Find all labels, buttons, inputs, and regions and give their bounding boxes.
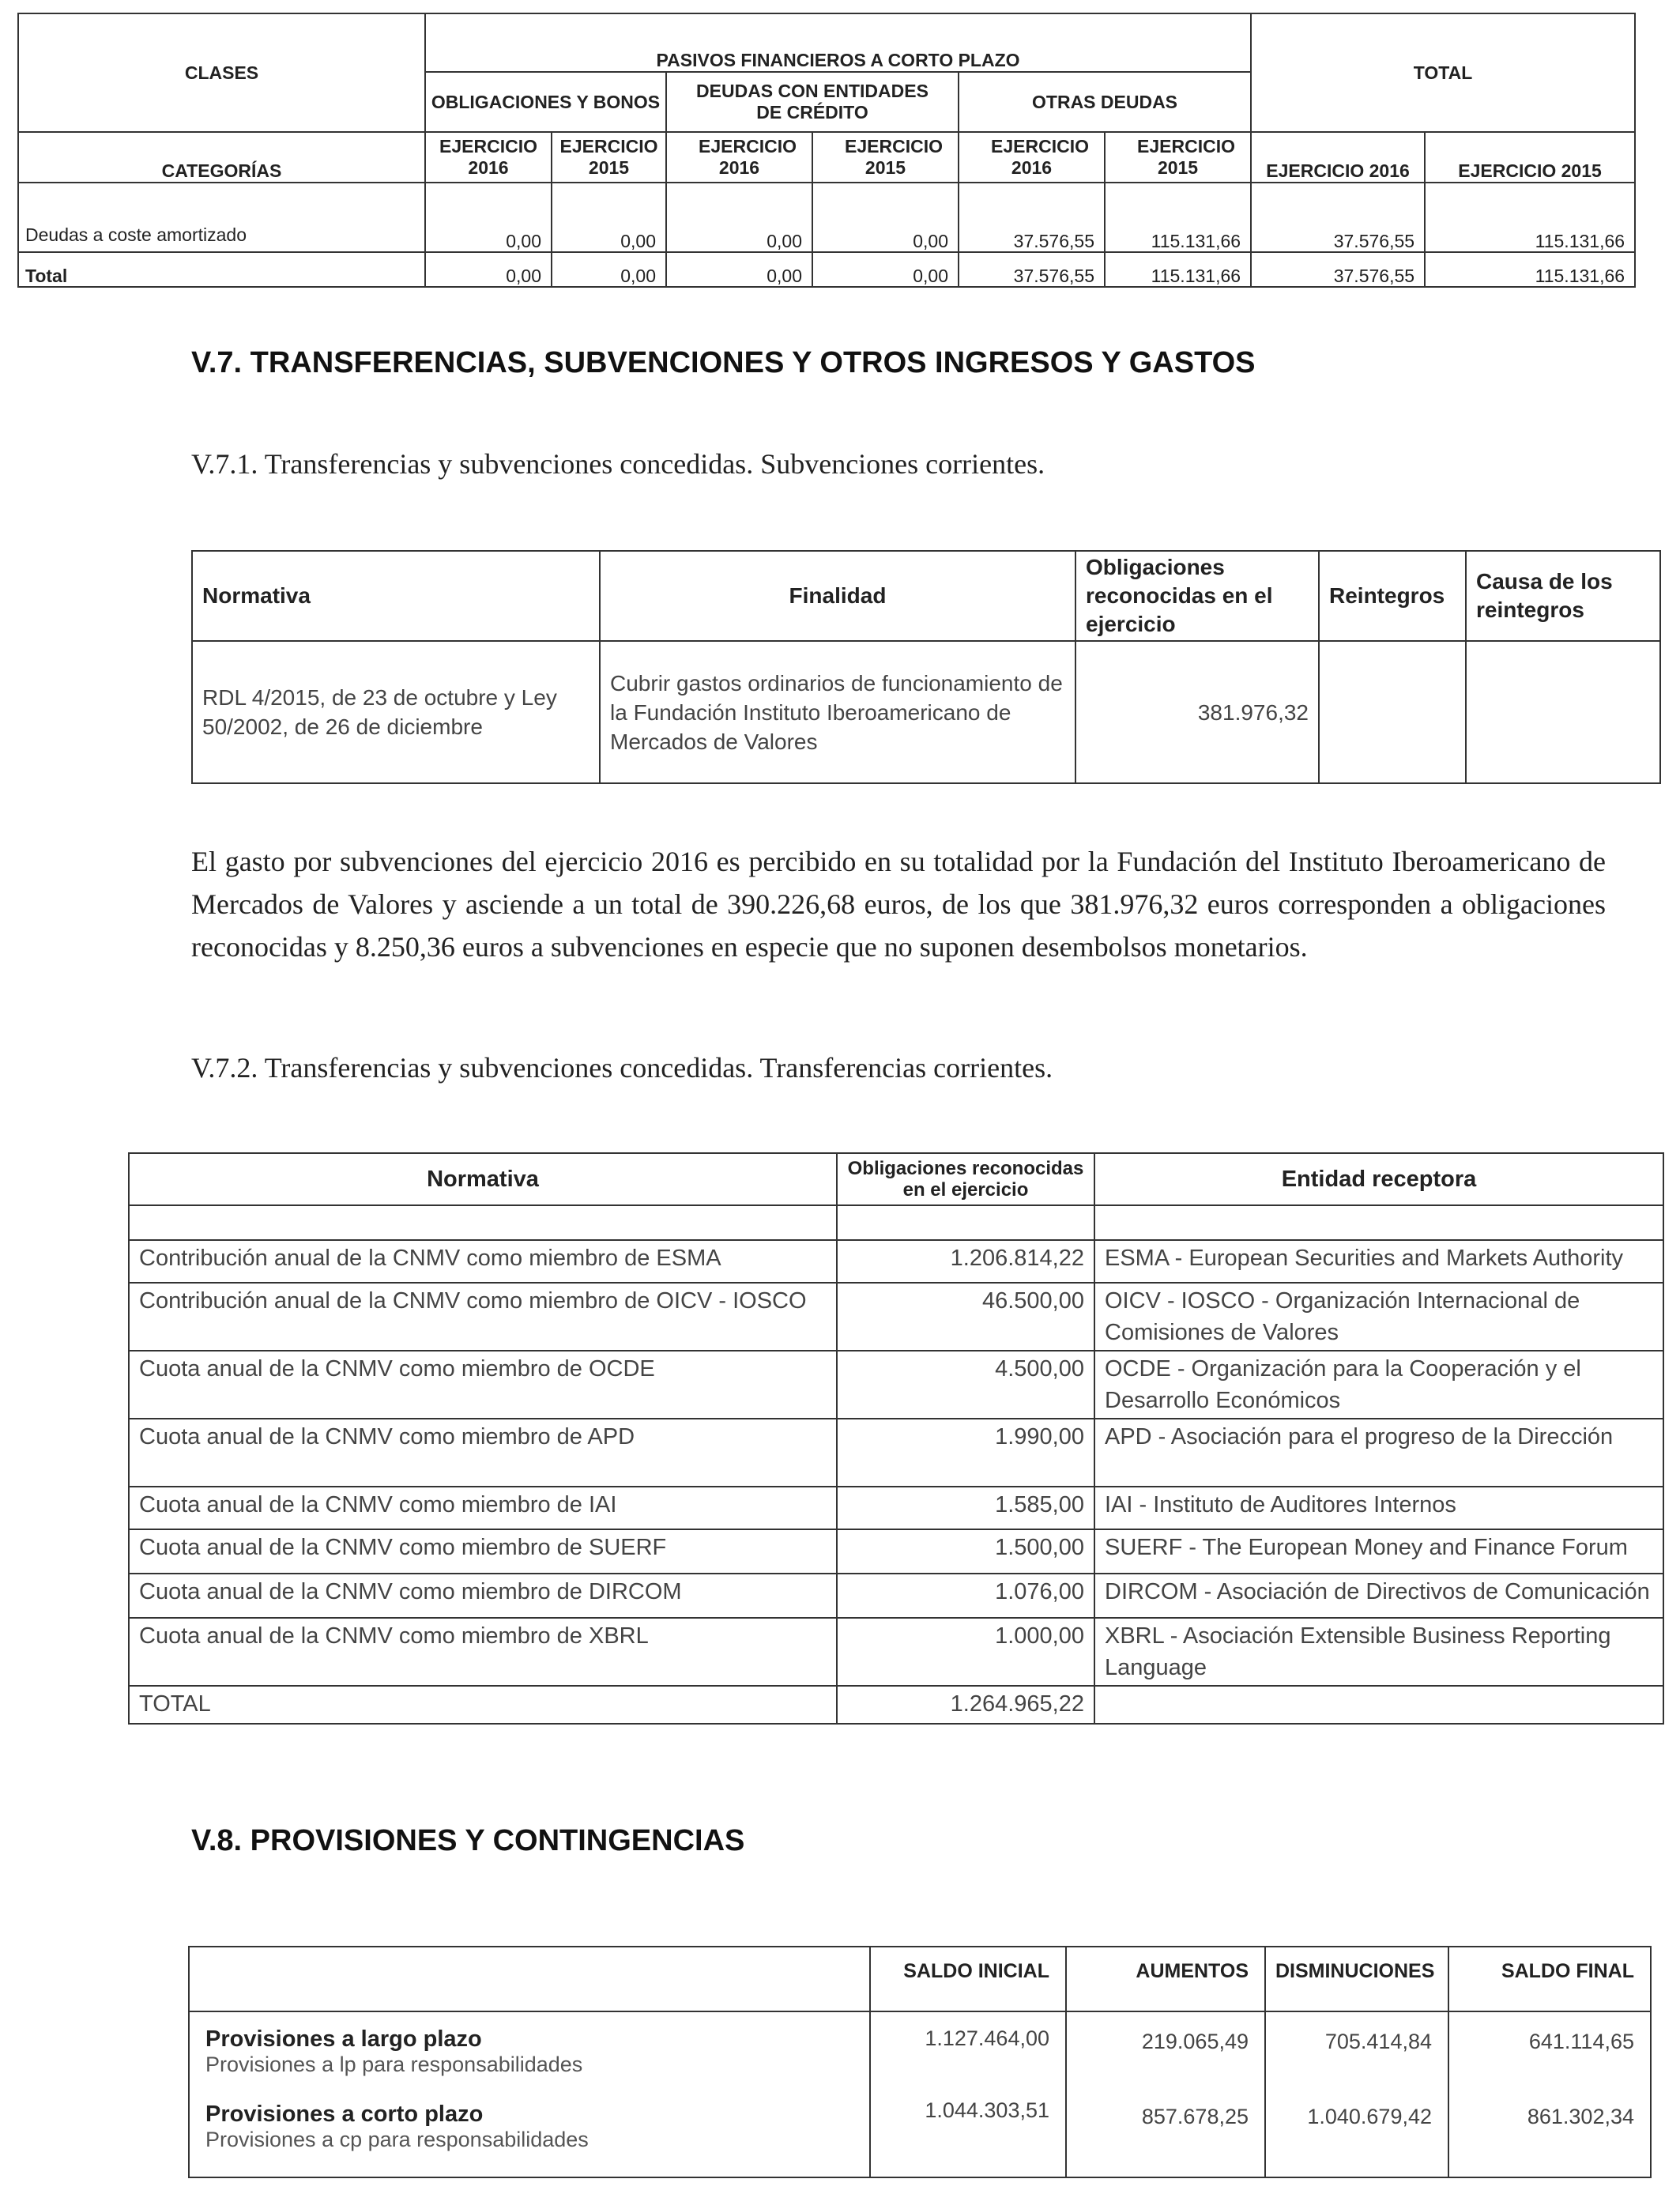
- cell-normativa: Cuota anual de la CNMV como miembro de APD: [129, 1419, 837, 1487]
- cell-value: 857.678,25: [1066, 2098, 1265, 2177]
- provision-name: Provisiones a largo plazo: [205, 2026, 482, 2052]
- cell-normativa: RDL 4/2015, de 23 de octubre y Ley 50/2002, de 26 de diciembre: [192, 641, 600, 783]
- cell-total-value: 1.264.965,22: [837, 1686, 1094, 1724]
- cell-reintegros: [1319, 641, 1466, 783]
- header-disminuciones: DISMINUCIONES: [1265, 1947, 1448, 2011]
- table-row: [129, 1419, 1663, 1487]
- subsection-heading-v72: V.7.2. Transferencias y subvenciones concedidas. Transferencias corrientes.: [191, 1052, 1053, 1084]
- cell-entidad: OCDE - Organización para la Cooperación y el Desarrollo Económicos: [1094, 1351, 1663, 1419]
- subvenciones-paragraph: El gasto por subvenciones del ejercicio 2016 es percibido en su totalidad por la Fundación del Instituto Iberoamericano de Mercados de Valores y asciende a un total de 390.226,68 euros, de los que 381.976,32 euros corresponden a obligaciones reconocidas y 8.250,36 euros a subvenciones en especie que no suponen desembolsos monetarios.: [191, 846, 1606, 963]
- cell-value: 1.044.303,51: [870, 2098, 1066, 2177]
- provision-subname: Provisiones a lp para responsabilidades: [205, 2053, 583, 2076]
- header-entidad: Entidad receptora: [1094, 1153, 1663, 1205]
- cell-entidad: APD - Asociación para el progreso de la Dirección: [1094, 1419, 1663, 1487]
- cell-value: 115.131,66: [1105, 183, 1251, 252]
- cell-value: 115.131,66: [1105, 252, 1251, 287]
- pasivos-financieros-table: [17, 13, 1636, 288]
- header-normativa: Normativa: [129, 1153, 837, 1205]
- header-saldo-inicial: SALDO INICIAL: [870, 1947, 1066, 2011]
- header-categorias: CATEGORÍAS: [18, 132, 425, 183]
- provision-subname: Provisiones a cp para responsabilidades: [205, 2128, 589, 2151]
- cell-normativa: Cuota anual de la CNMV como miembro de IAI: [129, 1487, 837, 1529]
- header-total: TOTAL: [1251, 13, 1635, 132]
- subsection-heading-v71: V.7.1. Transferencias y subvenciones concedidas. Subvenciones corrientes.: [191, 448, 1045, 480]
- header-obligaciones: Obligaciones reconocidas en el ejercicio: [1075, 551, 1319, 641]
- header-obligaciones: OBLIGACIONES Y BONOS: [425, 72, 666, 132]
- cell-finalidad: Cubrir gastos ordinarios de funcionamiento de la Fundación Instituto Iberoamericano de Mercados de Valores: [600, 641, 1075, 783]
- cell-entidad: SUERF - The European Money and Finance Forum: [1094, 1529, 1663, 1574]
- cell-importe: 46.500,00: [837, 1283, 1094, 1351]
- cell-value: 219.065,49: [1066, 2011, 1265, 2098]
- table-row: [189, 2011, 1651, 2098]
- cell-normativa: Contribución anual de la CNMV como miembro de ESMA: [129, 1240, 837, 1283]
- header-clases: CLASES: [18, 13, 425, 132]
- cell-importe: 1.585,00: [837, 1487, 1094, 1529]
- header-ej2016: EJERCICIO 2016: [425, 132, 552, 183]
- cell-normativa: Cuota anual de la CNMV como miembro de XBRL: [129, 1618, 837, 1686]
- cell-normativa: Cuota anual de la CNMV como miembro de SUERF: [129, 1529, 837, 1574]
- cell-value: 0,00: [666, 252, 812, 287]
- cell-obligaciones: 381.976,32: [1075, 641, 1319, 783]
- header-causa: Causa de los reintegros: [1466, 551, 1660, 641]
- cell-value: 1.040.679,42: [1265, 2098, 1448, 2177]
- row-label: Total: [18, 252, 425, 287]
- cell-value: 37.576,55: [1251, 252, 1425, 287]
- header-ej2015: EJERCICIO 2015: [812, 132, 959, 183]
- table-row: [192, 641, 1660, 783]
- provision-name: Provisiones a corto plazo: [205, 2102, 484, 2127]
- header-ej2016: EJERCICIO 2016: [1251, 132, 1425, 183]
- header-otras-deudas: OTRAS DEUDAS: [959, 72, 1251, 132]
- cell-importe: 1.076,00: [837, 1574, 1094, 1618]
- provisiones-table: [188, 1946, 1652, 2178]
- header-ej2015: EJERCICIO 2015: [1425, 132, 1635, 183]
- cell-value: 115.131,66: [1425, 183, 1635, 252]
- cell-value: 1.127.464,00: [870, 2011, 1066, 2098]
- subvenciones-table: [191, 550, 1661, 784]
- cell-importe: 1.990,00: [837, 1419, 1094, 1487]
- cell-value: 0,00: [812, 252, 959, 287]
- cell-importe: 1.500,00: [837, 1529, 1094, 1574]
- cell-value: 641.114,65: [1448, 2011, 1651, 2098]
- cell-value: 37.576,55: [959, 183, 1105, 252]
- cell-importe: 4.500,00: [837, 1351, 1094, 1419]
- cell-normativa: Contribución anual de la CNMV como miembro de OICV - IOSCO: [129, 1283, 837, 1351]
- transferencias-table: [128, 1152, 1664, 1725]
- cell-value: 0,00: [425, 183, 552, 252]
- cell-normativa: Cuota anual de la CNMV como miembro de DIRCOM: [129, 1574, 837, 1618]
- cell-entidad: OICV - IOSCO - Organización Internacional de Comisiones de Valores: [1094, 1283, 1663, 1351]
- cell-entidad: IAI - Instituto de Auditores Internos: [1094, 1487, 1663, 1529]
- table-row: [18, 252, 1635, 287]
- table-row: [129, 1283, 1663, 1351]
- cell-value: 0,00: [552, 183, 666, 252]
- header-pasivos: PASIVOS FINANCIEROS A CORTO PLAZO: [425, 13, 1251, 72]
- section-heading-v8: V.8. PROVISIONES Y CONTINGENCIAS: [191, 1824, 745, 1857]
- cell-entidad: DIRCOM - Asociación de Directivos de Comunicación: [1094, 1574, 1663, 1618]
- cell-value: 0,00: [812, 183, 959, 252]
- cell-normativa: Cuota anual de la CNMV como miembro de OCDE: [129, 1351, 837, 1419]
- cell-entidad: ESMA - European Securities and Markets Authority: [1094, 1240, 1663, 1283]
- header-reintegros: Reintegros: [1319, 551, 1466, 641]
- table-row: [129, 1574, 1663, 1618]
- cell-value: 0,00: [666, 183, 812, 252]
- table-row: [129, 1487, 1663, 1529]
- cell-value: 0,00: [552, 252, 666, 287]
- cell-value: 861.302,34: [1448, 2098, 1651, 2177]
- row-label: Deudas a coste amortizado: [18, 183, 425, 252]
- table-row: [189, 2098, 1651, 2177]
- table-row: [129, 1240, 1663, 1283]
- cell-value: 705.414,84: [1265, 2011, 1448, 2098]
- table-row: [129, 1351, 1663, 1419]
- cell-value: 115.131,66: [1425, 252, 1635, 287]
- header-saldo-final: SALDO FINAL: [1448, 1947, 1651, 2011]
- header-ej2016: EJERCICIO 2016: [959, 132, 1105, 183]
- header-ej2015: EJERCICIO 2015: [1105, 132, 1251, 183]
- cell-causa: [1466, 641, 1660, 783]
- cell-value: 37.576,55: [1251, 183, 1425, 252]
- cell-importe: 1.206.814,22: [837, 1240, 1094, 1283]
- header-obligaciones: Obligaciones reconocidas en el ejercicio: [837, 1153, 1094, 1205]
- header-finalidad: Finalidad: [600, 551, 1075, 641]
- cell-value: 0,00: [425, 252, 552, 287]
- header-ej2015: EJERCICIO 2015: [552, 132, 666, 183]
- header-normativa: Normativa: [192, 551, 600, 641]
- cell-importe: 1.000,00: [837, 1618, 1094, 1686]
- table-row: [129, 1529, 1663, 1574]
- header-deudas-entidades: DEUDAS CON ENTIDADES DE CRÉDITO: [666, 72, 959, 132]
- table-row: [129, 1618, 1663, 1686]
- cell-entidad: XBRL - Asociación Extensible Business Reporting Language: [1094, 1618, 1663, 1686]
- section-heading-v7: V.7. TRANSFERENCIAS, SUBVENCIONES Y OTROS INGRESOS Y GASTOS: [191, 346, 1256, 379]
- table-row: [18, 183, 1635, 252]
- table-row-total: [129, 1686, 1663, 1724]
- cell-total-label: TOTAL: [129, 1686, 837, 1724]
- header-ej2016: EJERCICIO 2016: [666, 132, 812, 183]
- header-aumentos: AUMENTOS: [1066, 1947, 1265, 2011]
- cell-value: 37.576,55: [959, 252, 1105, 287]
